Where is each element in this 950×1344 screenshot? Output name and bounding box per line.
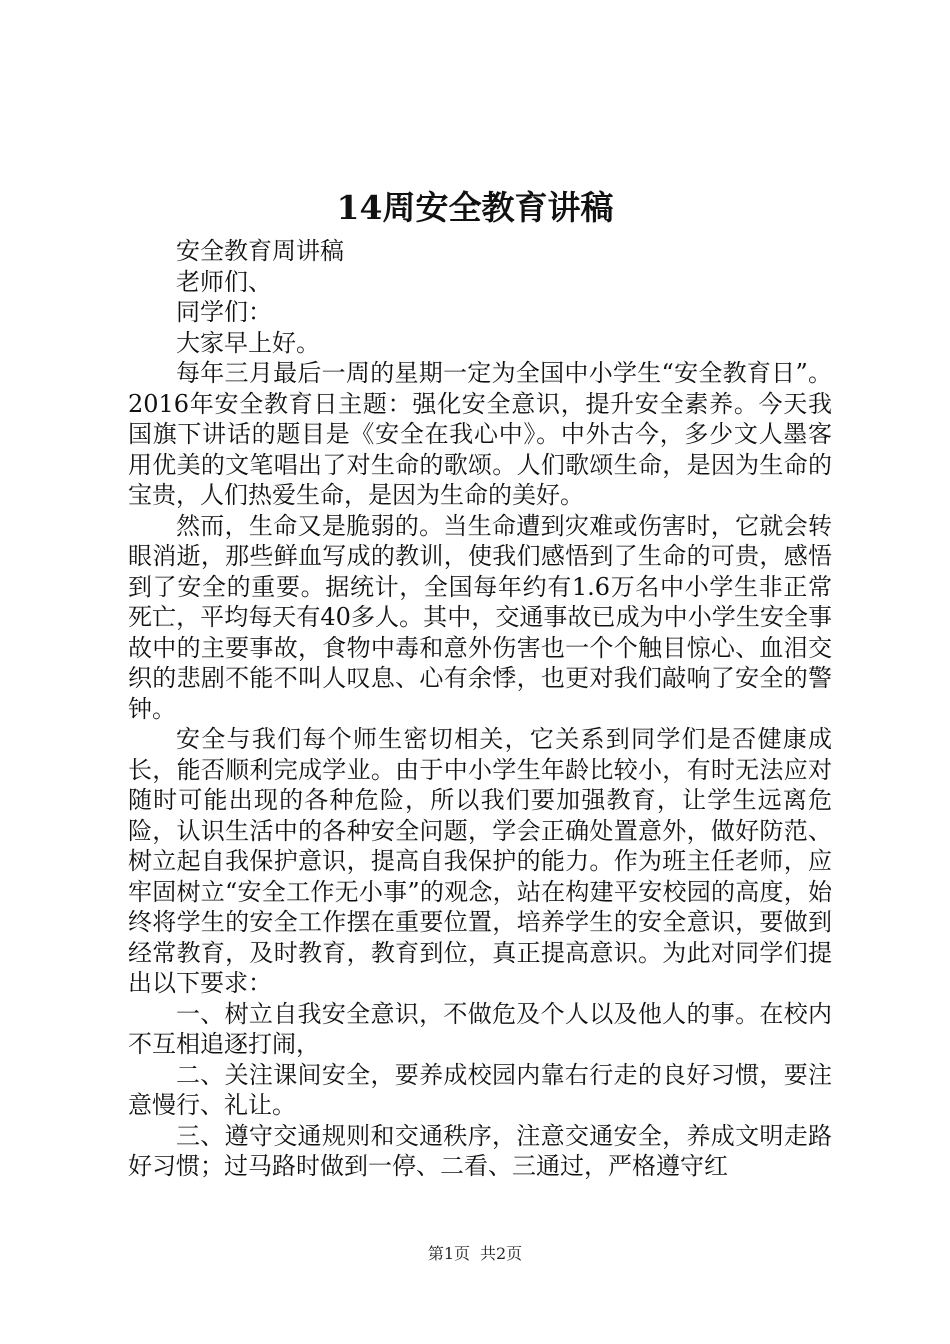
page-footer — [0, 1243, 950, 1265]
paragraph-requirement: 三、遵守交通规则和交通秩序，注意交通安全，养成文明走路好习惯；过马路时做到一停、二看、三通过，严格遵守红 — [128, 1121, 832, 1180]
paragraph-body: 每年三月最后一周的星期一定为全国中小学生“安全教育日”。2016年安全教育日主题：强化安全意识，提升安全素养。今天我国旗下讲话的题目是《安全在我心中》。中外古今，多少文人墨客用优美的文笔唱出了对生命的歌颂。人们歌颂生命，是因为生命的宝贵，人们热爱生命，是因为生命的美好。 — [128, 359, 832, 509]
document-body — [128, 236, 832, 1182]
page-number: 第1页 — [427, 1244, 470, 1263]
paragraph-subtitle: 安全教育周讲稿 — [176, 237, 344, 265]
paragraph-requirement: 一、树立自我安全意识，不做危及个人以及他人的事。在校内不互相追逐打闹， — [128, 999, 832, 1058]
paragraph-salutation-students: 同学们： — [176, 298, 272, 326]
paragraph-body: 然而，生命又是脆弱的。当生命遭到灾难或伤害时，它就会转眼消逝，那些鲜血写成的教训，使我们感悟到了生命的可贵，感悟到了安全的重要。据统计，全国每年约有1.6万名中小学生非正常死亡，平均每天有40多人。其中，交通事故已成为中小学生安全事故中的主要事故，食物中毒和意外伤害也一个个触目惊心、血泪交织的悲剧不能不叫人叹息、心有余悸，也更对我们敲响了安全的警钟。 — [128, 511, 832, 723]
paragraph-greeting: 大家早上好。 — [176, 328, 320, 357]
document-title: 14周安全教育讲稿 — [336, 188, 614, 227]
paragraph-requirement: 二、关注课间安全，要养成校园内靠右行走的良好习惯，要注意慢行、礼让。 — [128, 1060, 832, 1119]
paragraph-salutation-teachers: 老师们、 — [176, 267, 272, 296]
page-total: 共2页 — [480, 1244, 523, 1263]
paragraph-body: 安全与我们每个师生密切相关，它关系到同学们是否健康成长，能否顺利完成学业。由于中小学生年龄比较小，有时无法应对随时可能出现的各种危险，所以我们要加强教育，让学生远离危险，认识生活中的各种安全问题，学会正确处置意外，做好防范、树立起自我保护意识，提高自我保护的能力。作为班主任老师，应牢固树立“安全工作无小事”的观念，站在构建平安校园的高度，始终将学生的安全工作摆在重要位置，培养学生的安全意识，要做到经常教育，及时教育，教育到位，真正提高意识。为此对同学们提出以下要求： — [128, 725, 832, 997]
